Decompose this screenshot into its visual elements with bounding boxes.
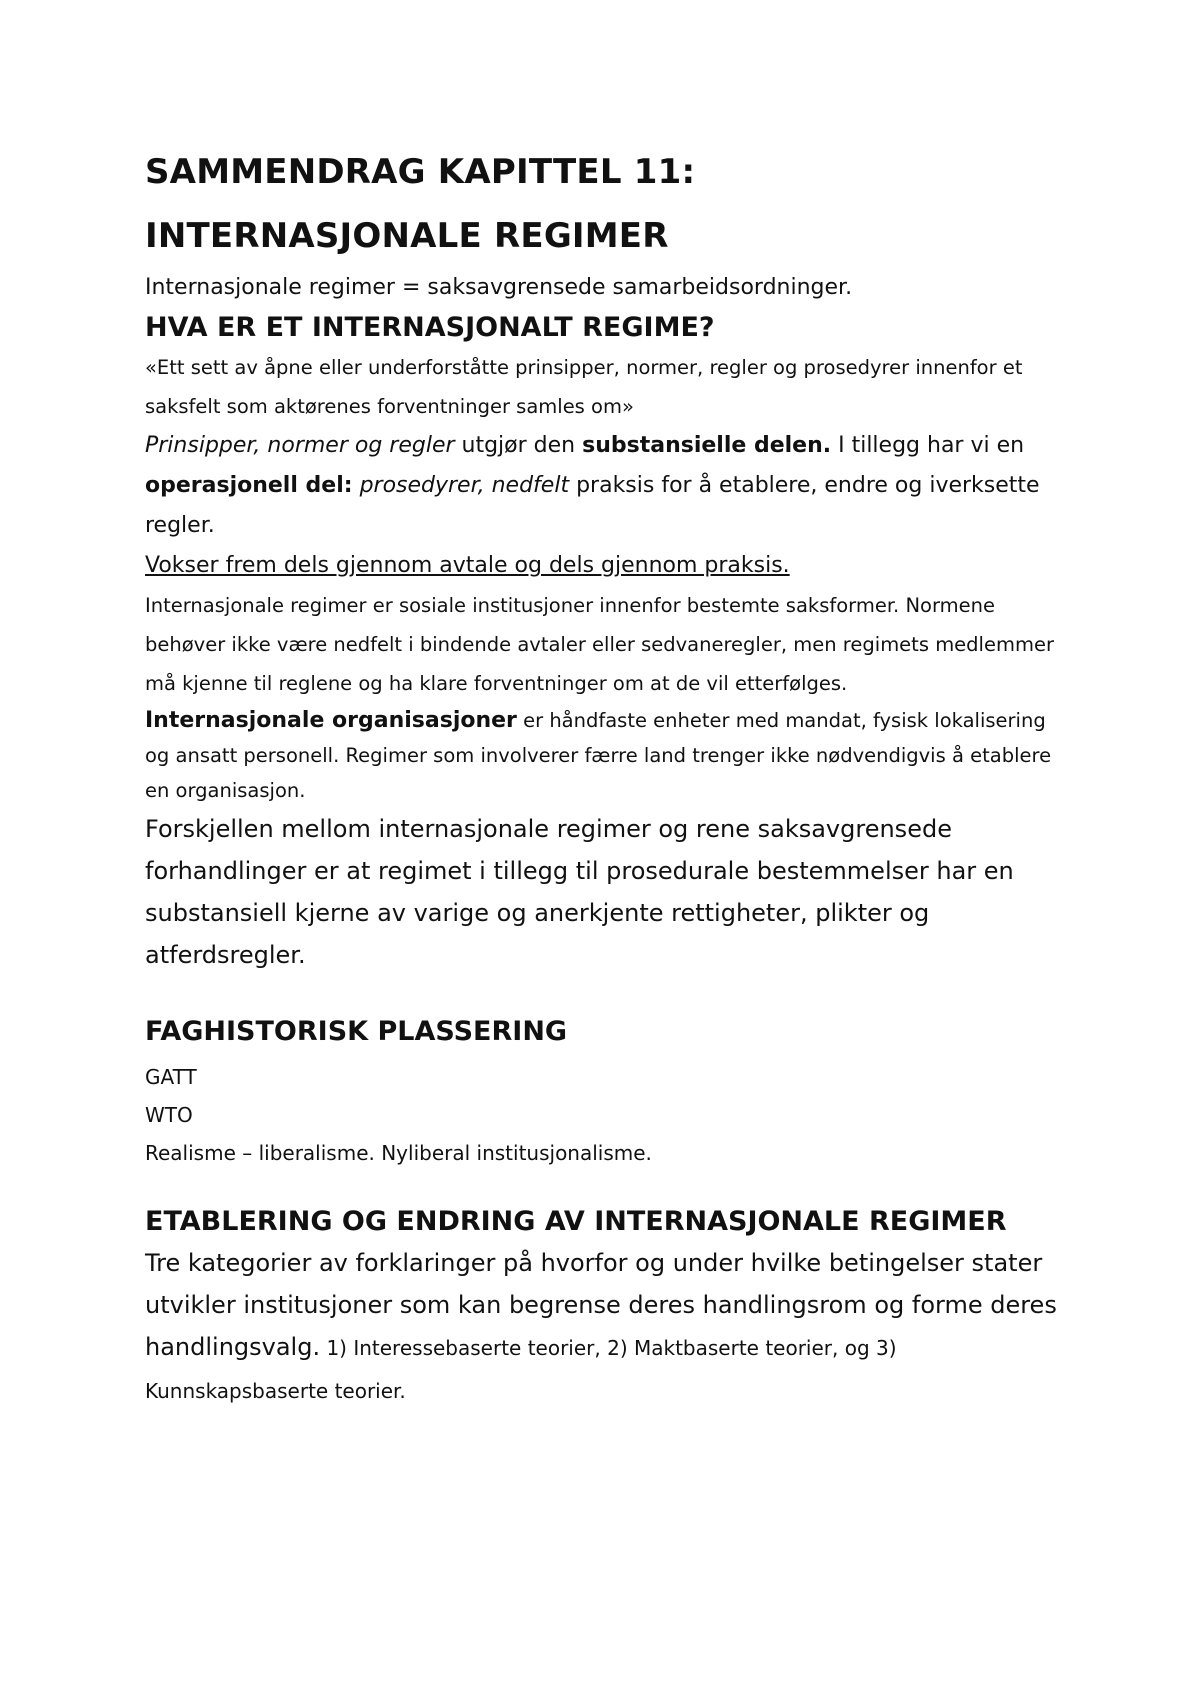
text-span: Tre kategorier av forklaringer på hvorfor og under hvilke betingelser stater utvikler institusjoner som kan begrense deres handlingsrom og forme deres handlingsvalg. (145, 1249, 1057, 1361)
institutions-paragraph: Internasjonale regimer er sosiale institusjoner innenfor bestemte saksformer. Normene behøver ikke være nedfelt i bindende avtaler eller sedvaneregler, men regimets medlemmer må kjenne til reglene og ha klare forventninger om at de vil etterfølges. (145, 594, 1054, 695)
text-span: er håndfaste enheter med mandat, fysisk lokalisering og ansatt personell. Regimer som involverer færre land trenger ikke nødvendigvis å etablere en organisasjon. (145, 709, 1052, 802)
title-line-1: SAMMENDRAG KAPITTEL 11: (145, 152, 696, 192)
bold-operational: operasjonell del: (145, 473, 353, 498)
substance-paragraph (145, 426, 1075, 546)
italic-procedures: prosedyrer, nedfelt (359, 473, 570, 498)
explanations-paragraph (145, 1242, 1075, 1412)
document-page (145, 140, 1075, 1412)
difference-paragraph: Forskjellen mellom internasjonale regimer og rene saksavgrensede forhandlinger er at regimet i tillegg til prosedurale bestemmelser har en substansiell kjerne av varige og anerkjente rettigheter, plikter og atferdsregler. (145, 815, 1014, 969)
section-heading-regime: HVA ER ET INTERNASJONALT REGIME? (145, 312, 715, 343)
section-heading-history: FAGHISTORISK PLASSERING (145, 1016, 568, 1047)
italic-principles: Prinsipper, normer og regler (145, 433, 455, 458)
list-item: Realisme – liberalisme. Nyliberal institusjonalisme. (145, 1141, 652, 1165)
theories-list-text: 1) Interessebaserte teorier, 2) Maktbaserte teorier, og 3) Kunnskapsbaserte teorier. (145, 1336, 897, 1403)
spacer (145, 976, 1075, 1012)
spacer (145, 1172, 1075, 1202)
intro-paragraph: Internasjonale regimer = saksavgrensede samarbeidsordninger. (145, 275, 853, 300)
text-span: praksis for å etablere, endre og iverksette regler. (145, 473, 1040, 538)
underlined-line: Vokser frem dels gjennom avtale og dels gjennom praksis. (145, 553, 790, 578)
text-span: I tillegg har vi en (831, 433, 1025, 458)
definition-quote: «Ett sett av åpne eller underforståtte prinsipper, normer, regler og prosedyrer innenfor et saksfelt som aktørenes forventninger samles om» (145, 356, 1023, 418)
section-heading-establishment: ETABLERING OG ENDRING AV INTERNASJONALE REGIMER (145, 1206, 1007, 1237)
bold-substantial: substansielle delen. (582, 433, 832, 458)
list-item: GATT (145, 1065, 197, 1089)
organisations-paragraph (145, 703, 1075, 808)
text-span: utgjør den (454, 433, 583, 458)
text-span (353, 473, 360, 498)
list-item: WTO (145, 1103, 193, 1127)
bold-organisations: Internasjonale organisasjoner (145, 708, 517, 733)
title-line-2: INTERNASJONALE REGIMER (145, 216, 669, 256)
